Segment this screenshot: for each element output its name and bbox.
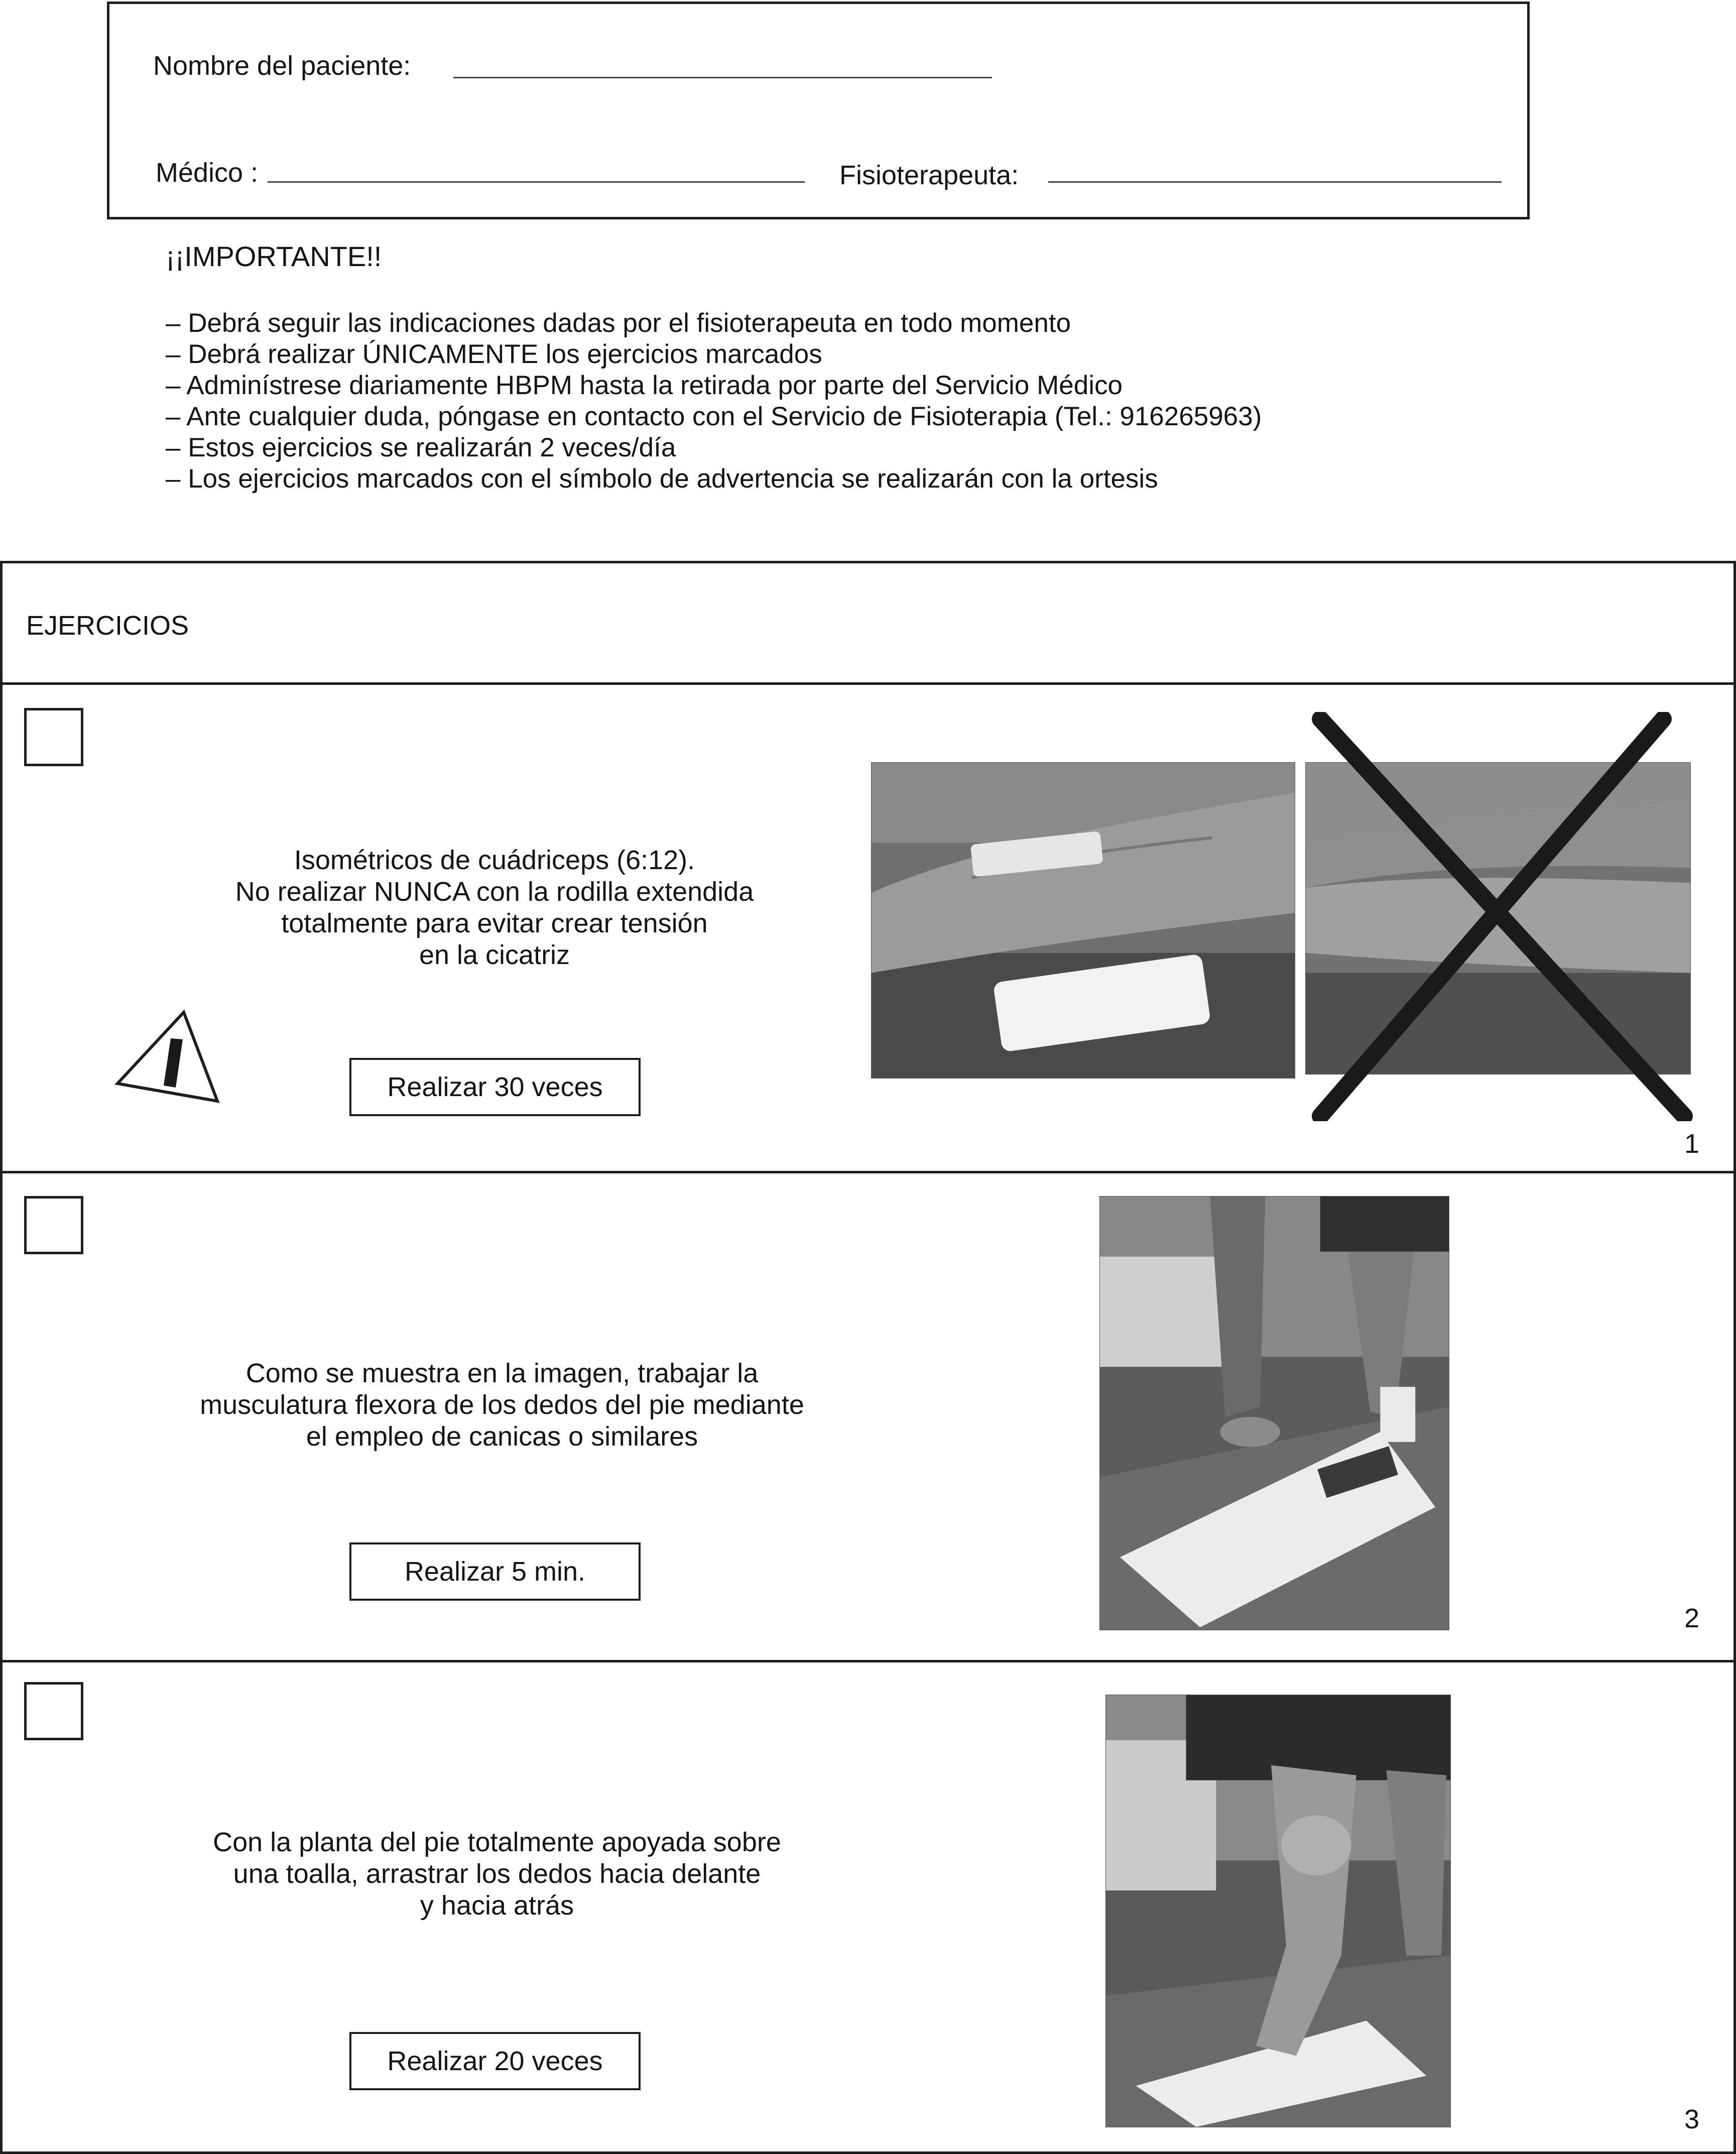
exercise-1-number: 1 [1684, 1129, 1700, 1159]
note-item: – Debrá realizar ÚNICAMENTE los ejercicios marcados [166, 339, 822, 369]
exercise-1-checkbox[interactable] [24, 708, 83, 766]
note-item: – Adminístrese diariamente HBPM hasta la retirada por parte del Servicio Médico [166, 371, 1123, 400]
physio-label: Fisioterapeuta: [839, 160, 1019, 190]
exercise-2-description: Como se muestra en la imagen, trabajar la musculatura flexora de los dedos del pie mediante el empleo de canicas o similares [200, 1358, 804, 1452]
doctor-label: Médico : [156, 158, 259, 188]
exercise-3-description: Con la planta del pie totalmente apoyada sobre una toalla, arrastrar los dedos hacia delante y hacia atrás [213, 1827, 781, 1921]
exercise-2-photo [1099, 1196, 1449, 1630]
exercise-1-description: Isométricos de cuádriceps (6:12). No realizar NUNCA con la rodilla extendida totalmente para evitar crear tensión en la cicatriz [235, 845, 754, 970]
exercises-title: EJERCICIOS [26, 611, 189, 641]
divider [0, 1660, 1736, 1662]
patient-header-box [107, 2, 1530, 219]
important-title: ¡¡IMPORTANTE!! [166, 241, 382, 272]
note-item: – Ante cualquier duda, póngase en contacto con el Servicio de Fisioterapia (Tel.: 916265963) [166, 402, 1262, 431]
doctor-field[interactable] [268, 181, 805, 183]
exercise-2-checkbox[interactable] [24, 1196, 83, 1254]
patient-name-field[interactable] [453, 77, 992, 78]
divider [0, 682, 1736, 685]
note-item: – Los ejercicios marcados con el símbolo de advertencia se realizarán con la ortesis [166, 464, 1158, 494]
note-item: – Estos ejercicios se realizarán 2 veces/día [166, 433, 676, 462]
divider [0, 1171, 1736, 1173]
exercise-2-number: 2 [1684, 1603, 1700, 1633]
exercise-3-photo [1105, 1695, 1451, 2127]
warning-triangle-icon [114, 1008, 220, 1104]
patient-name-label: Nombre del paciente: [153, 51, 411, 81]
exercise-2-repetitions: Realizar 5 min. [349, 1542, 641, 1601]
exercise-1-repetitions: Realizar 30 veces [349, 1058, 641, 1116]
note-item: – Debrá seguir las indicaciones dadas por el fisioterapeuta en todo momento [166, 308, 1071, 338]
cross-out-icon [1303, 712, 1699, 1121]
exercise-1-photo-correct [871, 762, 1295, 1079]
exercise-3-repetitions: Realizar 20 veces [349, 2032, 641, 2090]
exercise-3-checkbox[interactable] [24, 1682, 83, 1740]
exercise-3-number: 3 [1684, 2104, 1700, 2134]
physio-field[interactable] [1048, 181, 1502, 183]
important-notes-list [166, 308, 1262, 495]
